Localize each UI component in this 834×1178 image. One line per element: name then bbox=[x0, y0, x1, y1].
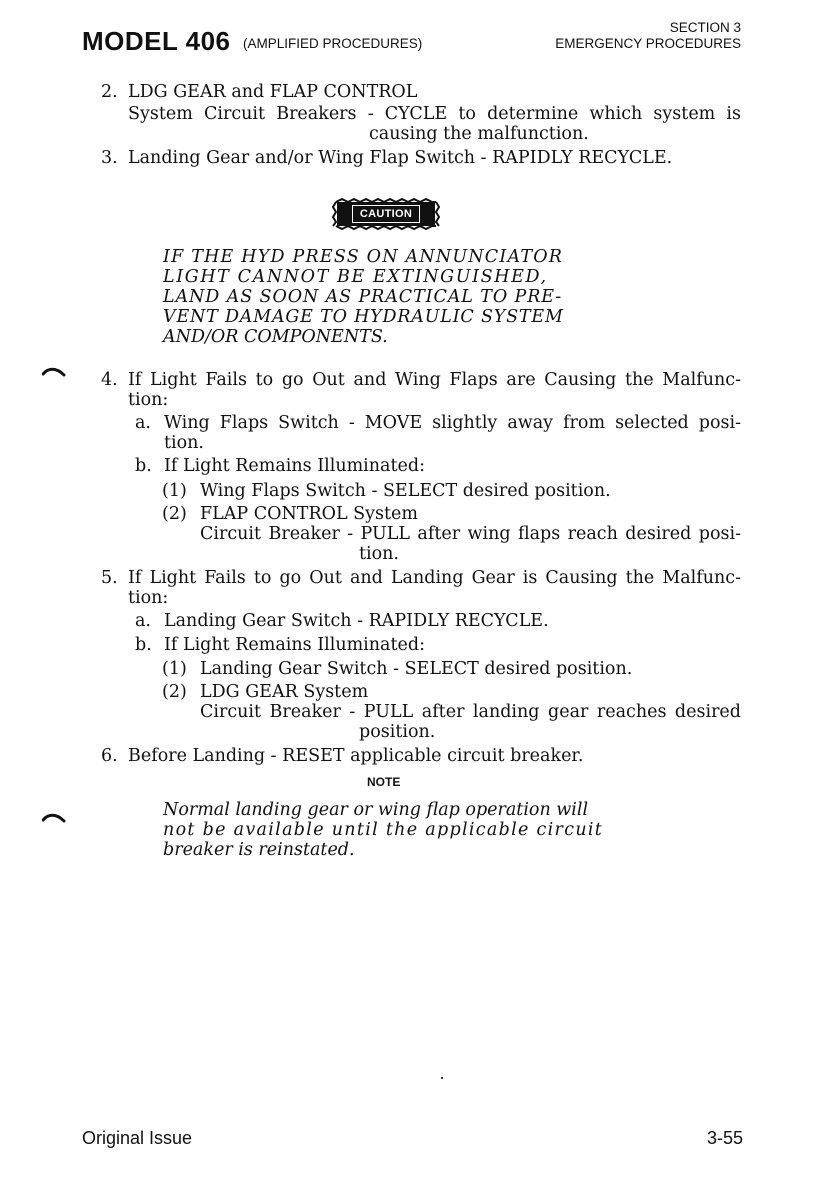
step-title: LDG GEAR and FLAP CONTROL bbox=[128, 82, 418, 102]
caution-label-box bbox=[337, 202, 435, 226]
substep-label: b. bbox=[135, 456, 152, 476]
caution-text: IF THE HYD PRESS ON ANNUNCIATOR bbox=[163, 247, 564, 267]
step-number: 5. bbox=[101, 568, 118, 588]
revision-mark-icon bbox=[42, 812, 66, 824]
note-text: not be available until the applicable circuit bbox=[163, 820, 604, 840]
model-title: MODEL 406 bbox=[82, 26, 231, 56]
substep-label: a. bbox=[135, 413, 151, 433]
subitem-label: (1) bbox=[162, 481, 187, 501]
substep-label: a. bbox=[135, 611, 151, 631]
subitem-label: (2) bbox=[162, 682, 187, 702]
step-text: tion: bbox=[128, 390, 169, 410]
caution-banner bbox=[332, 198, 440, 230]
step-text: causing the malfunction. bbox=[369, 124, 589, 144]
header-subtitle: (AMPLIFIED PROCEDURES) bbox=[243, 36, 423, 51]
note-text: Normal landing gear or wing flap operation will bbox=[163, 800, 589, 820]
subitem-text: Circuit Breaker - PULL after landing gear reaches desired bbox=[200, 702, 741, 722]
caution-text: VENT DAMAGE TO HYDRAULIC SYSTEM bbox=[163, 307, 564, 327]
substep-text: Wing Flaps Switch - MOVE slightly away from selected posi- bbox=[164, 413, 741, 433]
section-title: EMERGENCY PROCEDURES bbox=[555, 36, 741, 51]
caution-text: AND/OR COMPONENTS. bbox=[163, 327, 388, 347]
note-text: breaker is reinstated. bbox=[163, 840, 355, 860]
subitem-text: position. bbox=[359, 722, 436, 742]
note-label: NOTE bbox=[367, 775, 401, 789]
caution-text: LAND AS SOON AS PRACTICAL TO PRE- bbox=[163, 287, 563, 307]
step-text: If Light Fails to go Out and Wing Flaps are Causing the Malfunc- bbox=[128, 370, 741, 390]
page-number: 3-55 bbox=[706, 1128, 743, 1148]
subitem-label: (1) bbox=[162, 659, 187, 679]
step-number: 3. bbox=[101, 148, 118, 168]
step-number: 2. bbox=[101, 82, 118, 102]
speck bbox=[441, 1077, 443, 1079]
subitem-text: FLAP CONTROL System bbox=[200, 504, 419, 524]
subitem-text: Circuit Breaker - PULL after wing flaps reach desired posi- bbox=[200, 524, 741, 544]
subitem-text: LDG GEAR System bbox=[200, 682, 369, 702]
subitem-text: Wing Flaps Switch - SELECT desired position. bbox=[200, 481, 611, 501]
step-text: System Circuit Breakers - CYCLE to determine which system is bbox=[128, 104, 741, 124]
step-text: Landing Gear and/or Wing Flap Switch - RAPIDLY RECYCLE. bbox=[128, 148, 673, 168]
section-heading bbox=[555, 20, 741, 52]
subitem-label: (2) bbox=[162, 504, 187, 524]
subitem-text: Landing Gear Switch - SELECT desired position. bbox=[200, 659, 633, 679]
caution-text: LIGHT CANNOT BE EXTINGUISHED, bbox=[163, 267, 548, 287]
footer-issue: Original Issue bbox=[82, 1128, 193, 1148]
step-text: If Light Fails to go Out and Landing Gear is Causing the Malfunc- bbox=[128, 568, 741, 588]
caution-label: CAUTION bbox=[352, 205, 420, 223]
step-number: 6. bbox=[101, 746, 118, 766]
step-text: tion: bbox=[128, 588, 169, 608]
substep-text: If Light Remains Illuminated: bbox=[164, 635, 425, 655]
substep-text: If Light Remains Illuminated: bbox=[164, 456, 425, 476]
substep-text: Landing Gear Switch - RAPIDLY RECYCLE. bbox=[164, 611, 549, 631]
substep-label: b. bbox=[135, 635, 152, 655]
step-number: 4. bbox=[101, 370, 118, 390]
step-text: Before Landing - RESET applicable circuit breaker. bbox=[128, 746, 584, 766]
revision-mark-icon bbox=[42, 366, 66, 378]
section-number: SECTION 3 bbox=[669, 20, 741, 35]
substep-text: tion. bbox=[164, 433, 204, 453]
subitem-text: tion. bbox=[359, 544, 399, 564]
